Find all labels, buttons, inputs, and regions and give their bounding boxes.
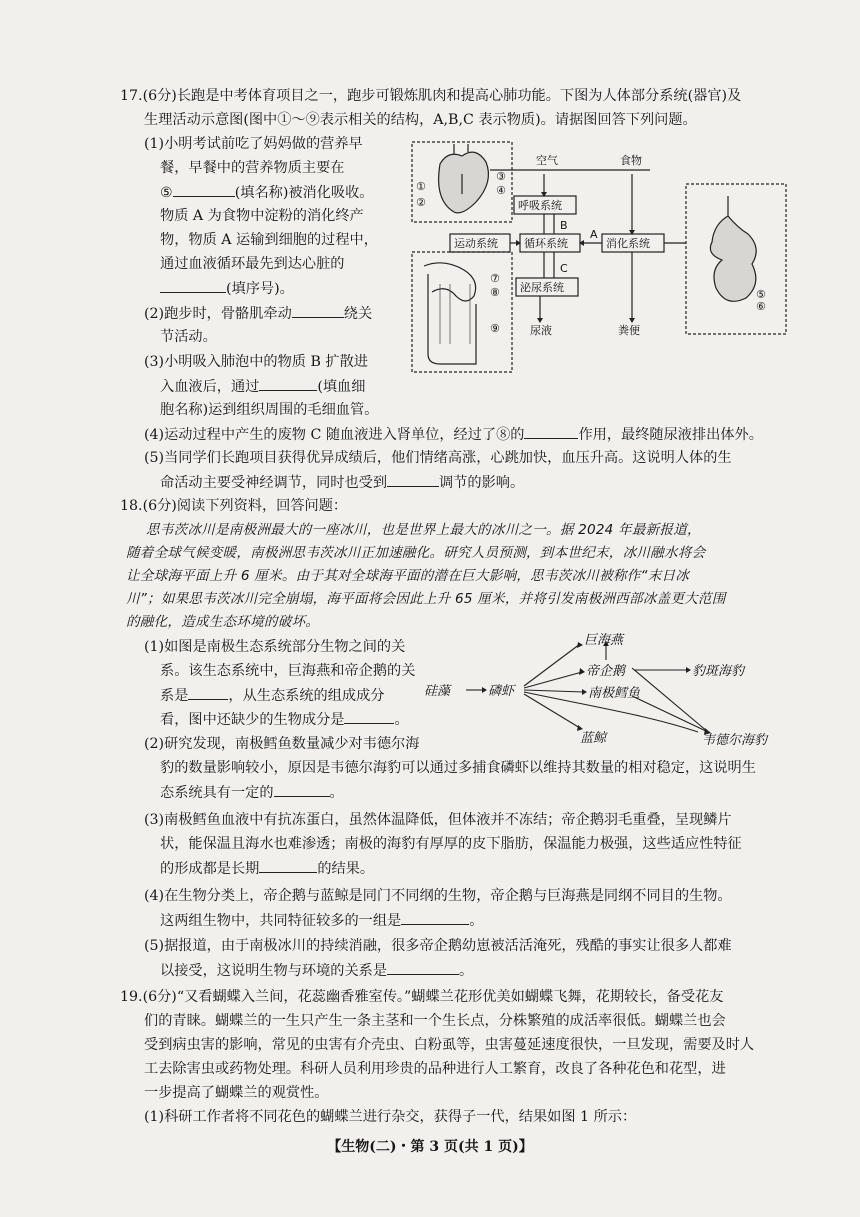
q17-part1-line7: (填序号)。 [160,278,294,299]
label-krill: 磷虾 [488,684,515,699]
q19-stem-line4: 工去除害虫或药物处理。科研人员利用珍贵的品种进行人工繁育，改良了各种花色和花型，进 [144,1061,726,1077]
food-web-diagram [420,628,790,750]
q18-part4-line2: 这两组生物中，共同特征较多的一组是 。 [160,910,483,931]
answer-blank-18-1a[interactable] [188,685,228,700]
arrow-krill-bluewhale [524,694,580,728]
q18-part3-line2: 状，能保温且海水也难渗透；南极的海豹有厚厚的皮下脂肪，保温能力极强，这些适应性特征 [160,836,742,852]
label-struct-2: ② [416,196,426,209]
q17-part1-line1: (1)小明考试前吃了妈妈做的营养早 [144,136,363,152]
label-blue-whale: 蓝鲸 [580,731,607,746]
passage-line: 思韦茨冰川是南极洲最大的一座冰川，也是世界上最大的冰川之一。据 2024 年最新报道， [146,522,701,538]
answer-blank-17-1a[interactable] [173,182,235,197]
q18-part1-line2: 系。该生态系统中，巨海燕和帝企鹅的关 [160,663,416,679]
label-emperor-penguin: 帝企鹅 [586,664,626,679]
answer-blank-18-1b[interactable] [344,709,394,724]
passage-line: 的融化，造成生态环境的破坏。 [126,614,320,630]
answer-blank-17-2[interactable] [292,303,344,318]
body-systems-diagram [410,134,790,384]
label-giant-petrel: 巨海燕 [584,633,624,648]
q17-part5-line2: 命活动主要受神经调节，同时也受到 调节的影响。 [160,472,524,493]
digestive-organs-icon [710,196,756,301]
q18-part1-line1: (1)如图是南极生态系统部分生物之间的关 [144,639,406,655]
label-struct-4: ④ [496,184,506,197]
q17-stem-line1: 17.(6分)长跑是中考体育项目之一，跑步可锻炼肌肉和提高心肺功能。下图为人体部分系统(器官)及 [120,88,742,104]
label-substance-b: B [560,219,568,232]
label-substance-c: C [560,262,568,275]
label-substance-a: A [590,228,598,241]
q18-part3-line1: (3)南极鳕鱼血液中有抗冻蛋白，虽然体温降低，但体液并不冻结；帝企鹅羽毛重叠，呈现鳞片 [144,812,732,828]
label-circulatory-system: 循环系统 [524,237,568,250]
arrow-cod-weddell [632,696,708,732]
page-footer: 【生物(二)・第 3 页(共 1 页)】 [327,1139,533,1155]
arrow-krill-cod [524,690,584,692]
q17-part5-line1: (5)当同学们长跑项目获得优异成绩后，他们情绪高涨，心跳加快，血压升高。这说明人体的生 [144,450,732,466]
q19-stem-line5: 一步提高了蝴蝶兰的观赏性。 [144,1085,329,1101]
label-air: 空气 [536,154,558,167]
label-leopard-seal: 豹斑海豹 [692,664,745,679]
q18-part3-line3: 的形成都是长期 的结果。 [160,858,374,879]
passage-line: 川”；如果思韦茨冰川完全崩塌，海平面将会因此上升 65 厘米，并将引发南极洲西部冰盖更大范围 [126,591,726,607]
q17-part1-line3: ⑤ (填名称)被消化吸收。 [160,182,374,203]
label-digestive-system: 消化系统 [606,237,650,250]
q17-part3-line2: 入血液后，通过 (填血细 [160,376,365,397]
answer-blank-17-5[interactable] [387,472,439,487]
q18-part5-line1: (5)据报道，由于南极冰川的持续消融，很多帝企鹅幼崽被活活淹死，残酷的事实让很多人都难 [144,938,732,954]
q17-part1-line6: 通过血液循环最先到达心脏的 [160,256,345,272]
answer-blank-18-5[interactable] [387,960,459,975]
q18-part1-line4: 看，图中还缺少的生物成分是 。 [160,709,409,730]
answer-blank-18-3[interactable] [259,858,317,873]
answer-blank-17-4[interactable] [524,424,578,439]
q18-part1-line3: 系是 ，从生态系统的组成成分 [160,685,384,706]
nephron-image-frame [412,252,512,372]
q18-part2-line3: 态系统具有一定的 。 [160,782,344,803]
heart-icon [439,152,489,213]
q19-stem-line2: 们的青睐。蝴蝶兰的一生只产生一条主茎和一个生长点，分株繁殖的成活率很低。蝴蝶兰也会 [144,1013,726,1029]
label-weddell-seal: 韦德尔海豹 [702,733,768,748]
answer-blank-17-1b[interactable] [160,278,226,293]
label-struct-9: ⑨ [490,322,500,335]
q17-part1-line4: 物质 A 为食物中淀粉的消化终产 [160,208,364,224]
label-urine: 尿液 [530,324,552,337]
label-food: 食物 [620,154,642,167]
label-struct-5: ⑤ [756,288,766,301]
label-struct-8: ⑧ [490,286,500,299]
label-diatom: 硅藻 [424,684,451,699]
q18-part4-line1: (4)在生物分类上，帝企鹅与蓝鲸是同门不同纲的生物，帝企鹅与巨海燕是同纲不同目的生物。 [144,888,732,904]
q17-part3-line1: (3)小明吸入肺泡中的物质 B 扩散进 [144,354,368,370]
q17-stem-line2: 生理活动示意图(图中①～⑨表示相关的结构，A,B,C 表示物质)。请据图回答下列问题。 [144,112,697,128]
q17-part1-line2: 餐，早餐中的营养物质主要在 [160,160,345,176]
answer-blank-17-3[interactable] [259,376,317,391]
q17-part4: (4)运动过程中产生的废物 C 随血液进入肾单位，经过了⑧的 作用，最终随尿液排出体外。 [144,424,763,445]
label-motor-system: 运动系统 [454,237,498,250]
passage-line: 让全球海平面上升 6 厘米。由于其对全球海平面的潜在巨大影响，思韦茨冰川被称作“末日冰 [126,568,690,584]
label-antarctic-cod: 南极鳕鱼 [588,686,641,701]
label-respiratory-system: 呼吸系统 [518,199,562,212]
label-feces: 粪便 [618,324,640,337]
q19-stem-line3: 受到病虫害的影响，常见的虫害有介壳虫、白粉虱等，虫害蔓延速度很快，一旦发现，需要及时人 [144,1037,755,1053]
q17-part2-line1: (2)跑步时，骨骼肌牵动 绕关 [144,303,372,324]
q18-part5-line2: 以接受，这说明生物与环境的关系是 。 [160,960,473,981]
q17-part3-line3: 胞名称)运到组织周围的毛细血管。 [160,402,379,418]
label-struct-7: ⑦ [490,272,500,285]
passage-line: 随着全球气候变暖，南极洲思韦茨冰川正加速融化。研究人员预测，到本世纪末，冰川融水将会 [126,545,706,561]
q19-part1: (1)科研工作者将不同花色的蝴蝶兰进行杂交，获得子一代，结果如图 1 所示： [144,1109,637,1125]
label-urinary-system: 泌尿系统 [520,281,564,294]
label-struct-1: ① [416,180,426,193]
q18-part2-line2: 豹的数量影响较小，原因是韦德尔海豹可以通过多捕食磷虾以维持其数量的相对稳定，这说明生 [160,760,756,776]
answer-blank-18-2[interactable] [274,782,330,797]
q17-part1-line5: 物，物质 A 运输到细胞的过程中， [160,232,378,248]
answer-blank-18-4[interactable] [401,910,469,925]
arrow-krill-petrel [524,644,580,686]
q18-stem: 18.(6分)阅读下列资料，回答问题： [120,498,348,514]
label-struct-3: ③ [496,170,506,183]
q19-stem-line1: 19.(6分)“又看蝴蝶入兰间，花蕊幽香雅室传。”蝴蝶兰花形优美如蝴蝶飞舞，花期较长，备受花友 [120,989,724,1005]
q18-part2-line1: (2)研究发现，南极鳕鱼数量减少对韦德尔海 [144,736,420,752]
label-struct-6: ⑥ [756,300,766,313]
q17-part2-line2: 节活动。 [160,329,217,345]
